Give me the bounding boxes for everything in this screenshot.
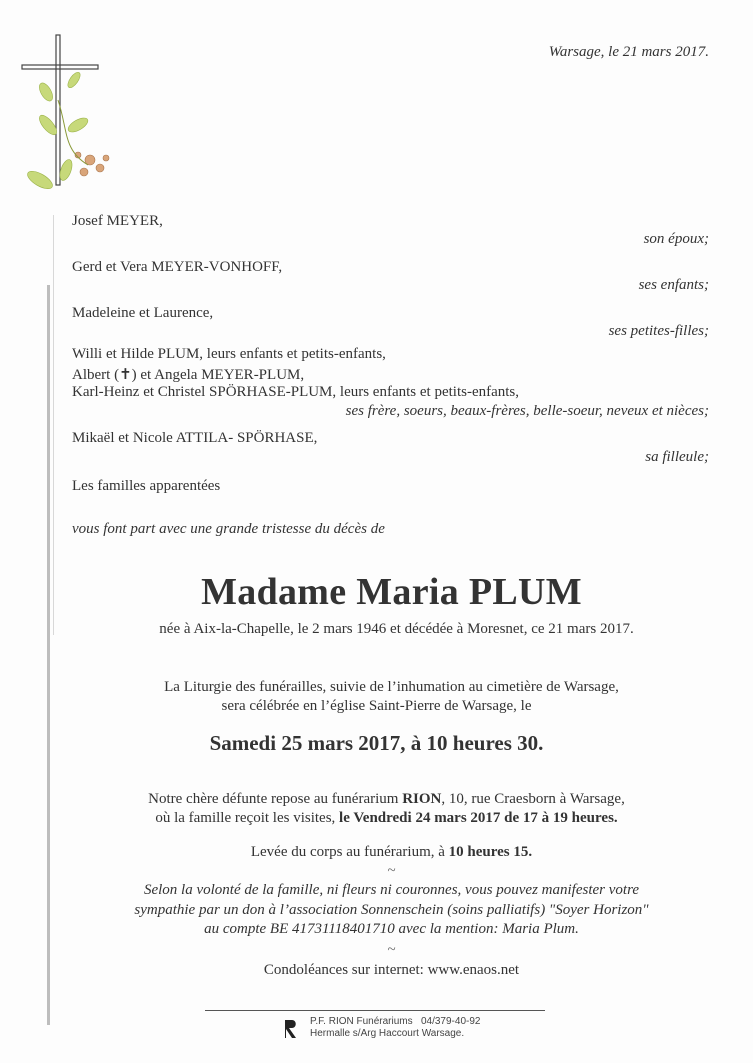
announcement-text: vous font part avec une grande tristesse du décès de <box>72 521 385 537</box>
separator-tilde-2: ~ <box>387 942 396 958</box>
family-member-spouse: Josef MEYER, <box>72 213 163 229</box>
condolences-link: Condoléances sur internet: www.enaos.net <box>263 962 520 978</box>
family-role-granddaughters: ses petites-filles; <box>608 323 709 339</box>
liturgy-line-2: sera célébrée en l’église Saint-Pierre de Warsage, le <box>221 698 532 714</box>
rion-logo-icon <box>283 1018 299 1040</box>
levee-info: Levée du corps au funérarium, à 10 heures 15. <box>250 844 533 860</box>
footer-company <box>310 1016 480 1040</box>
footer-phone: 04/379-40-92 <box>420 1016 481 1027</box>
family-role-spouse: son époux; <box>643 231 709 247</box>
liturgy-line-1: La Liturgie des funérailles, suivie de l’inhumation au cimetière de Warsage, <box>164 679 619 695</box>
family-member-sibling-2: Albert (✝) et Angela MEYER-PLUM, <box>72 367 305 383</box>
wishes-line-1: Selon la volonté de la famille, ni fleurs ni couronnes, vous pouvez manifester votre <box>143 882 640 898</box>
footer-locations: Hermalle s/Arg Haccourt Warsage. <box>310 1028 465 1039</box>
family-role-goddaughter: sa filleule; <box>645 449 709 465</box>
family-relatives: Les familles apparentées <box>72 478 221 494</box>
footer-divider <box>205 1010 545 1011</box>
deceased-name: Madame Maria PLUM <box>201 571 582 613</box>
family-role-siblings: ses frère, soeurs, beaux-frères, belle-soeur, neveux et nièces; <box>345 403 709 419</box>
family-member-children: Gerd et Vera MEYER-VONHOFF, <box>72 259 283 275</box>
ceremony-date: Samedi 25 mars 2017, à 10 heures 30. <box>209 731 544 755</box>
family-member-sibling-3: Karl-Heinz et Christel SPÖRHASE-PLUM, leurs enfants et petits-enfants, <box>72 384 520 400</box>
family-role-children: ses enfants; <box>638 277 709 293</box>
family-member-granddaughters: Madeleine et Laurence, <box>72 305 214 321</box>
wishes-line-3: au compte BE 41731118401710 avec la mention: Maria Plum. <box>204 921 579 937</box>
place-date: Warsage, le 21 mars 2017. <box>548 44 709 60</box>
family-member-sibling-1: Willi et Hilde PLUM, leurs enfants et petits-enfants, <box>72 346 386 362</box>
rest-line-1: Notre chère défunte repose au funérarium RION, 10, rue Craesborn à Warsage, <box>148 791 625 807</box>
birth-death-info: née à Aix-la-Chapelle, le 2 mars 1946 et décédée à Moresnet, ce 21 mars 2017. <box>159 621 634 637</box>
separator-tilde-1: ~ <box>387 863 396 879</box>
family-member-goddaughter: Mikaël et Nicole ATTILA- SPÖRHASE, <box>72 430 318 446</box>
rest-line-2: où la famille reçoit les visites, le Vendredi 24 mars 2017 de 17 à 19 heures. <box>155 810 618 826</box>
wishes-line-2: sympathie par un don à l’association Sonnenschein (soins palliatifs) "Soyer Horizon" <box>134 902 649 918</box>
cross-flower-illustration <box>18 30 123 200</box>
footer-company-name: P.F. RION Funérariums <box>310 1016 413 1027</box>
